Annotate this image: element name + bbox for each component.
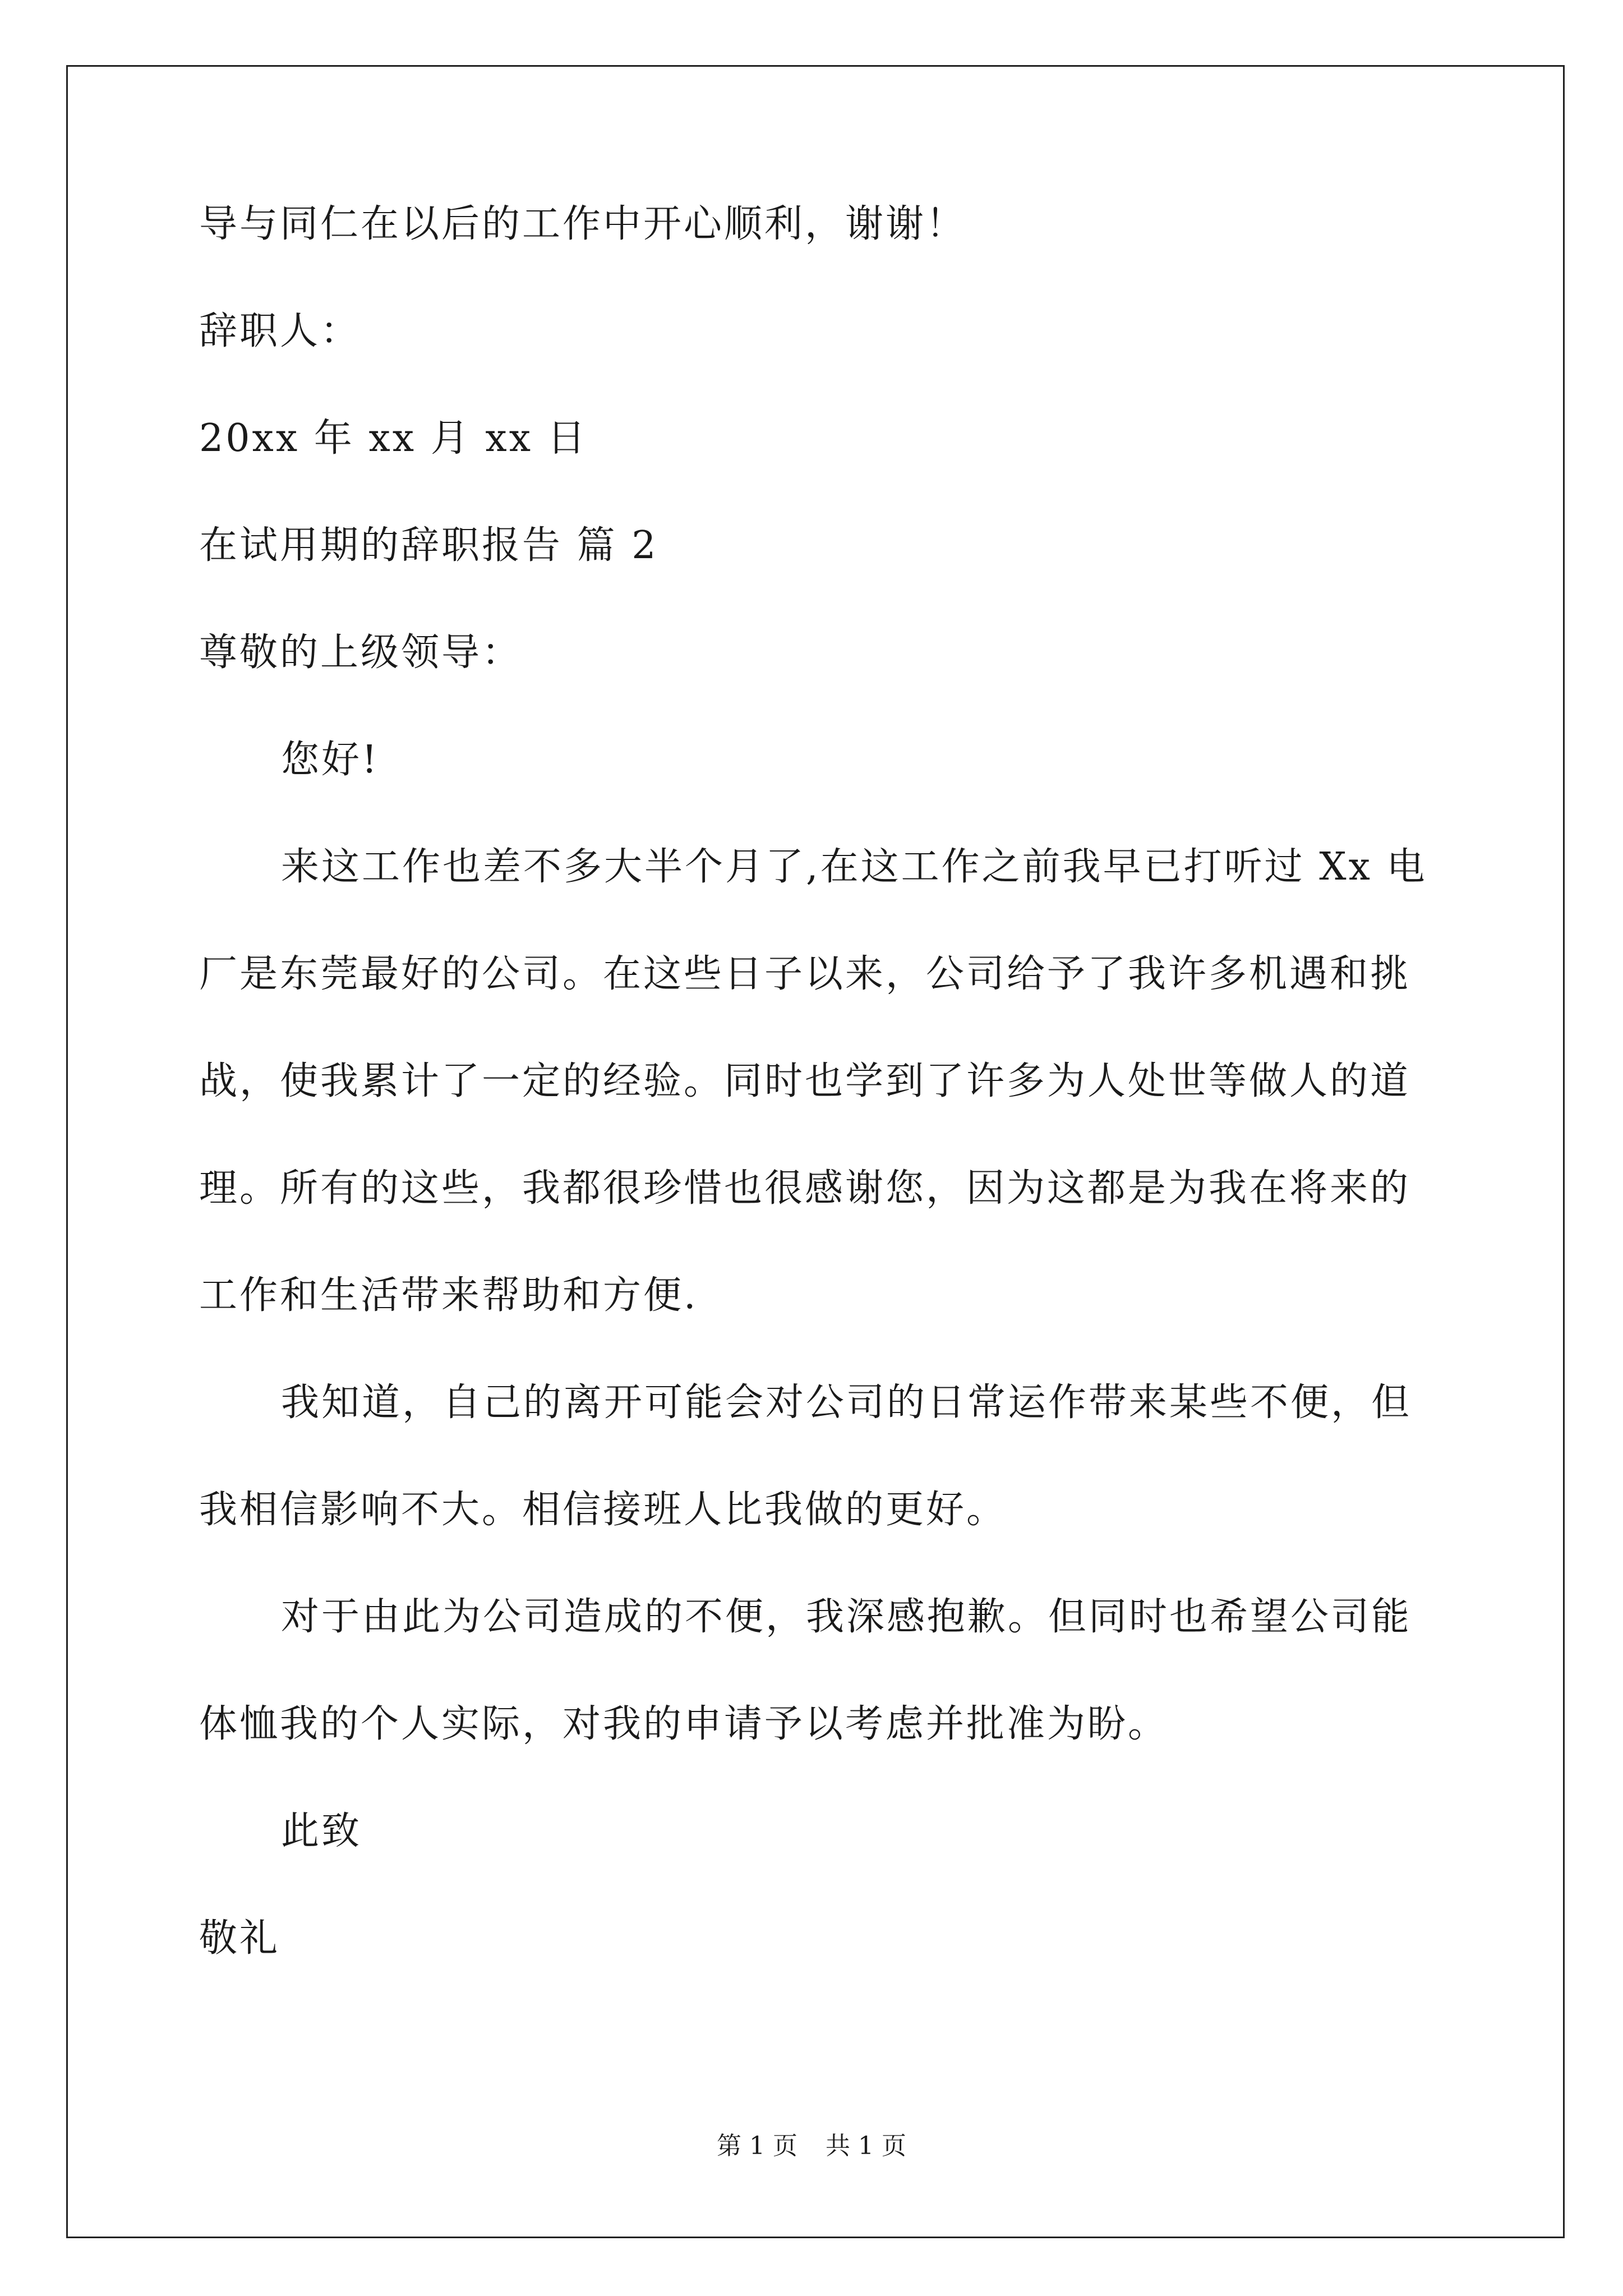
- signer-label: 辞职人：: [199, 309, 361, 353]
- paragraph-1-line: 理。所有的这些，我都很珍惜也很感谢您，因为这都是为我在将来的: [199, 1166, 1411, 1211]
- page-total: 共 1 页: [826, 2132, 906, 2160]
- page-footer: [0, 2131, 1623, 2162]
- date-line: 20xx 年 xx 月 xx 日: [199, 416, 588, 461]
- paragraph-1-line: 战，使我累计了一定的经验。同时也学到了许多为人处世等做人的道: [199, 1059, 1411, 1103]
- salutation: 尊敬的上级领导：: [199, 631, 523, 675]
- paragraph-2-line: 我知道，自己的离开可能会对公司的日常运作带来某些不便，但: [281, 1381, 1412, 1425]
- paragraph-1-line: 来这工作也差不多大半个月了,在这工作之前我早已打听过 Xx 电: [281, 845, 1427, 889]
- paragraph-1-line: 厂是东莞最好的公司。在这些日子以来，公司给予了我许多机遇和挑: [199, 952, 1411, 996]
- closing-line: 导与同仁在以后的工作中开心顺利，谢谢！: [199, 202, 967, 246]
- page-number: 第 1 页: [717, 2132, 797, 2160]
- paragraph-1-line: 工作和生活带来帮助和方便.: [199, 1273, 698, 1318]
- letter-body: [199, 202, 1433, 1961]
- section-title: 在试用期的辞职报告 篇 2: [199, 523, 658, 568]
- paragraph-2-line: 我相信影响不大。相信接班人比我做的更好。: [199, 1488, 1007, 1532]
- greeting: 您好!: [281, 738, 380, 782]
- closing-regards: 敬礼: [199, 1916, 280, 1961]
- closing-phrase: 此致: [281, 1809, 362, 1853]
- paragraph-3-line: 体恤我的个人实际，对我的申请予以考虑并批准为盼。: [199, 1702, 1169, 1746]
- paragraph-3-line: 对于由此为公司造成的不便，我深感抱歉。但同时也希望公司能: [281, 1595, 1412, 1639]
